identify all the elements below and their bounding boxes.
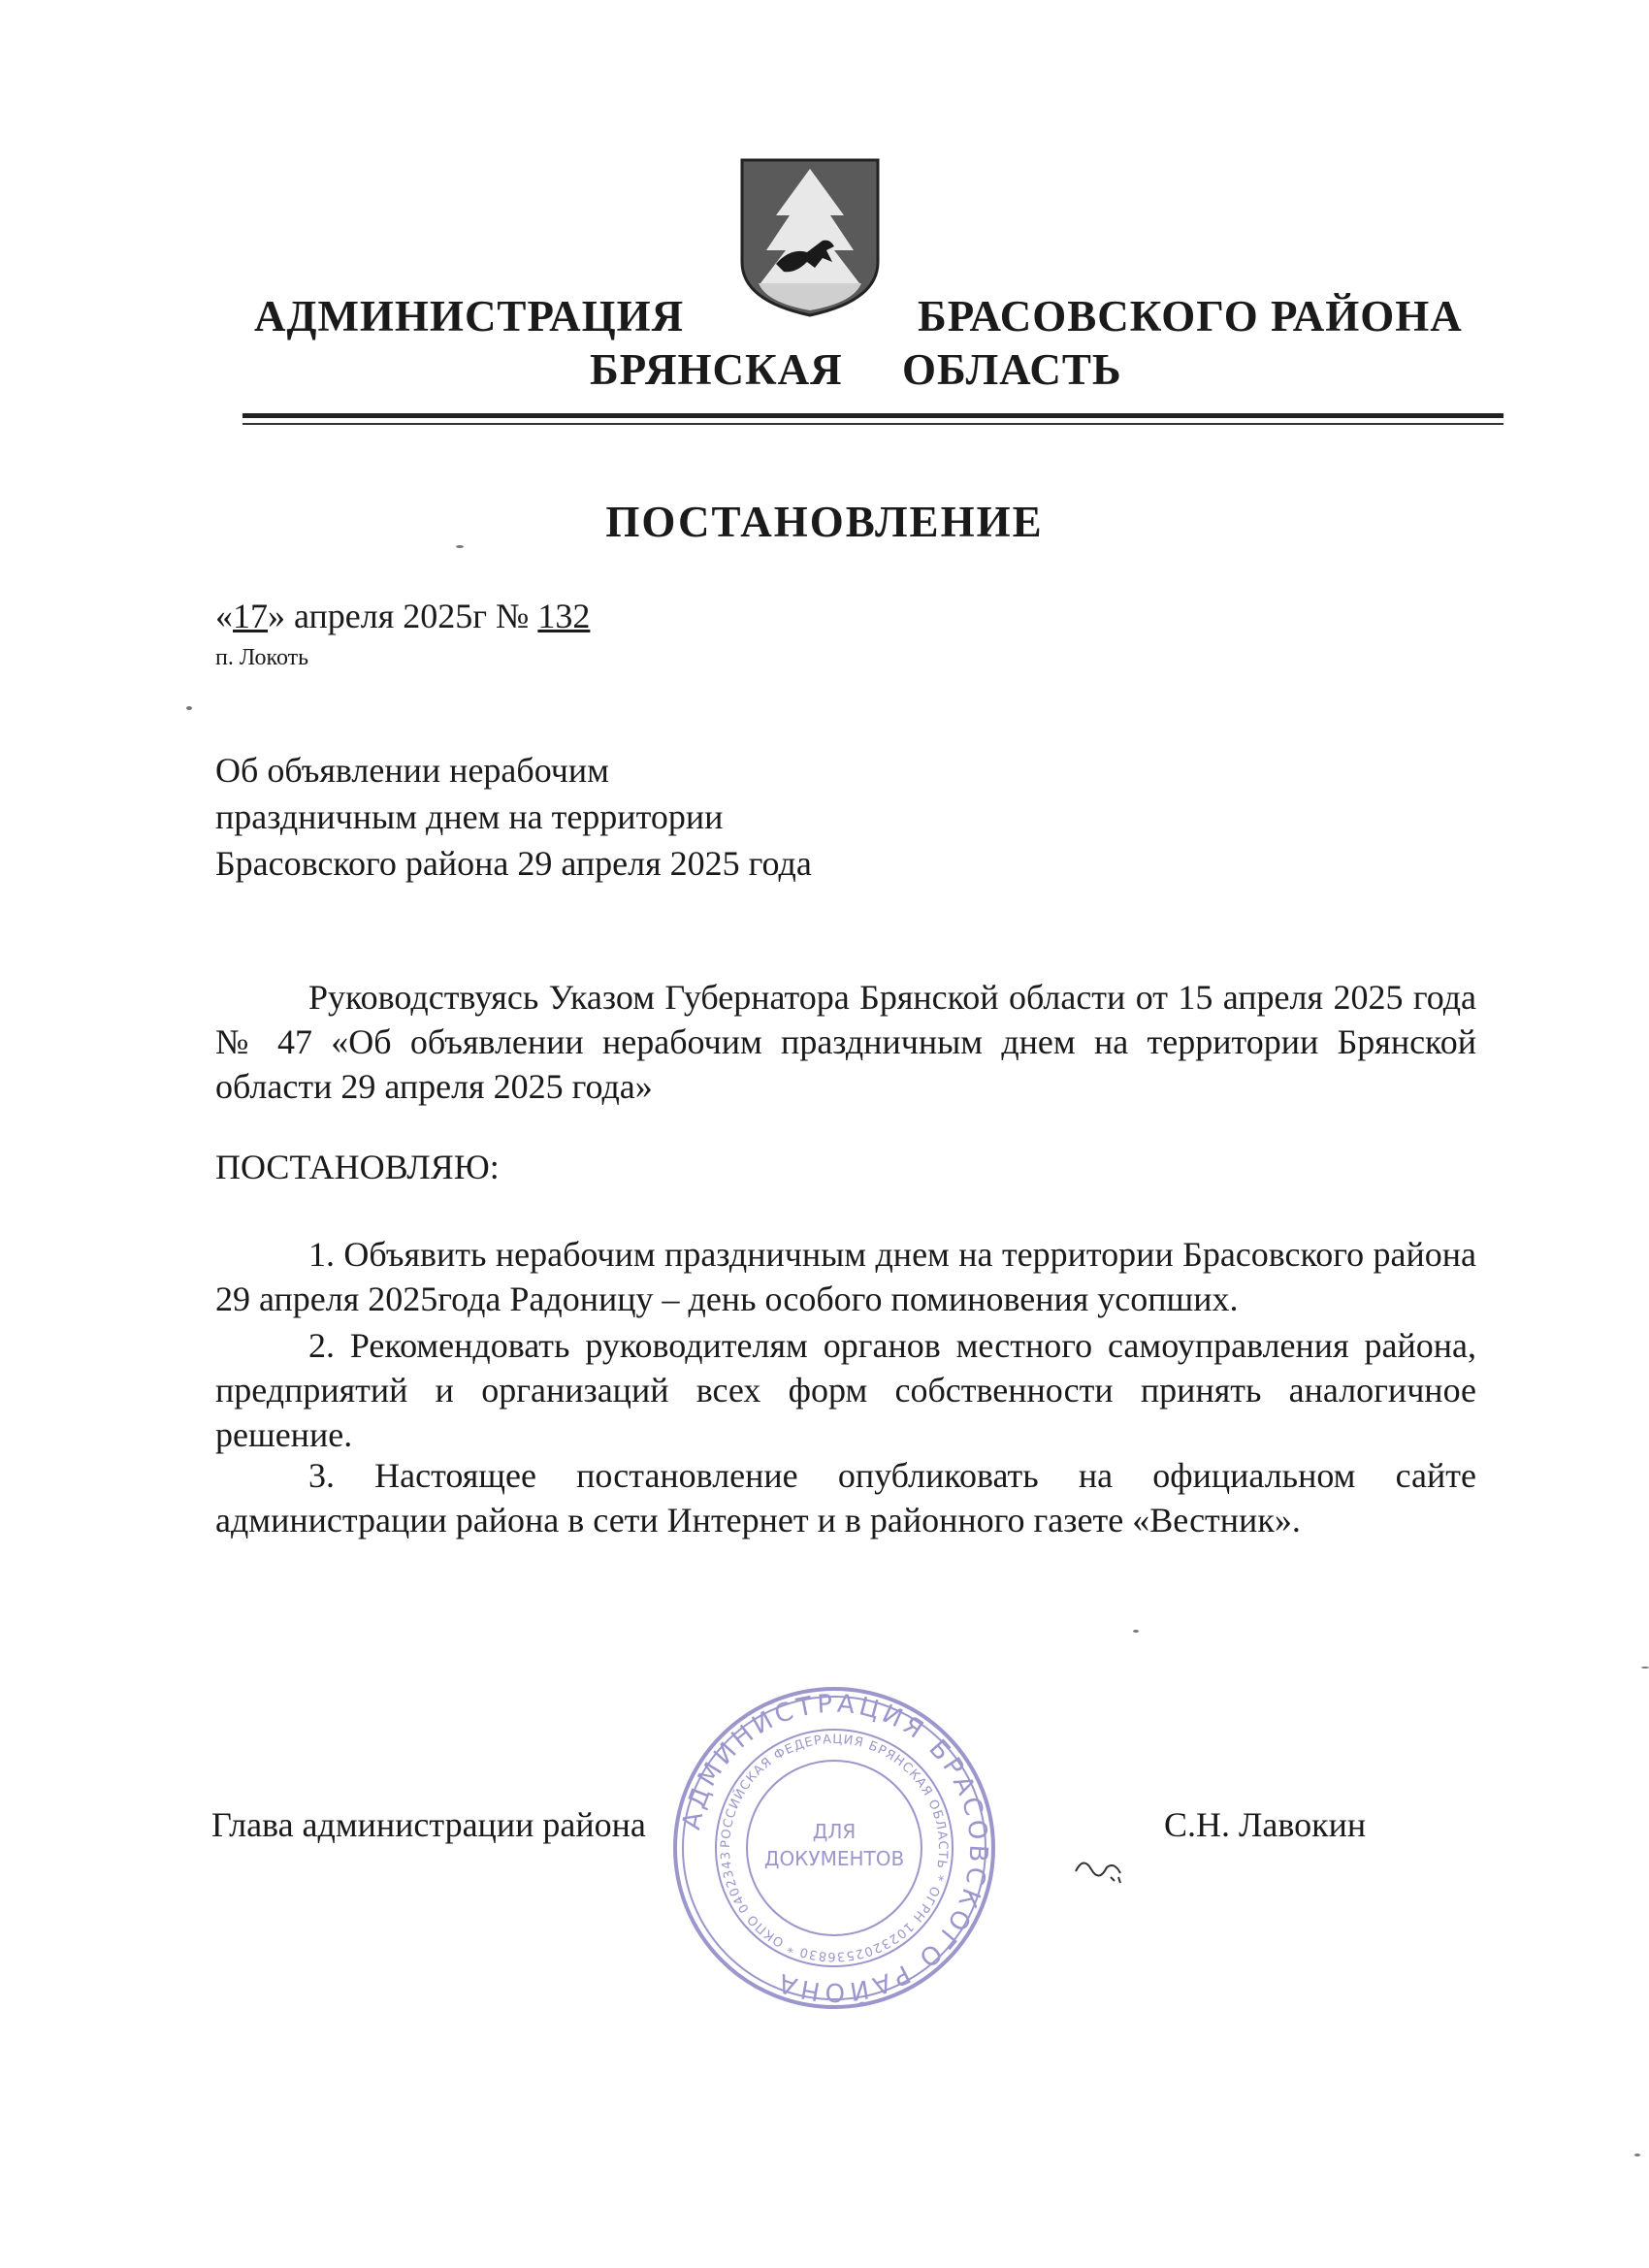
- subject-line: праздничным днем на территории: [215, 797, 724, 836]
- scan-speck: [1634, 2154, 1640, 2156]
- signature-icon: [1072, 1848, 1130, 1887]
- header-district: БРАСОВСКОГО РАЙОНА: [918, 292, 1463, 340]
- header-rule-thick: [242, 413, 1504, 418]
- preamble: Руководствуясь Указом Губернатора Брянской области от 15 апреля 2025 года № 47 «Об объявлении нерабочим праздничным днем на территории Брянской области 29 апреля 2025 года»: [215, 978, 1476, 1106]
- signatory-role: Глава администрации района: [211, 1805, 646, 1844]
- subject-line: Об объявлении нерабочим: [215, 751, 609, 790]
- date-number-line: [215, 596, 590, 636]
- date-day: 17: [233, 597, 268, 635]
- header-oblast: ОБЛАСТЬ: [902, 345, 1122, 394]
- scan-speck: [186, 706, 192, 710]
- subject-line: Брасовского района 29 апреля 2025 года: [215, 844, 812, 883]
- coat-of-arms-icon: [737, 155, 883, 318]
- scan-speck: [1133, 1630, 1139, 1633]
- date-month-year: » апреля 2025г №: [268, 597, 538, 635]
- seal-outer-text: АДМИНИСТРАЦИЯ БРАСОВСКОГО РАЙОНА: [677, 1689, 993, 2007]
- signatory-name: С.Н. Лавокин: [1164, 1805, 1367, 1844]
- seal-center-line2: ДОКУМЕНТОВ: [763, 1847, 905, 1870]
- subject-block: [215, 747, 812, 887]
- scan-speck: [456, 545, 464, 548]
- seal-center-line1: ДЛЯ: [812, 1820, 857, 1843]
- date-open: «: [215, 597, 233, 635]
- header-admin: АДМИНИСТРАЦИЯ: [254, 292, 685, 340]
- document-title: ПОСТАНОВЛЕНИЕ: [605, 498, 1044, 546]
- decree-item-1: 1. Объявить нерабочим праздничным днем на территории Брасовского района 29 апреля 2025года Радоницу – день особого поминовения усопших.: [215, 1235, 1476, 1318]
- official-seal: [669, 1683, 999, 2013]
- decree-word: ПОСТАНОВЛЯЮ:: [215, 1148, 500, 1186]
- decree-item-2: 2. Рекомендовать руководителям органов местного самоуправления района, предприятий и организаций всех форм собственности принять аналогичное решение.: [215, 1326, 1476, 1454]
- decree-item-3: 3. Настоящее постановление опубликовать на официальном сайте администрации района в сети Интернет и в районного газете «Вестник».: [215, 1456, 1476, 1539]
- header-region: БРЯНСКАЯ: [590, 345, 843, 394]
- header-rule-thin: [242, 423, 1504, 425]
- place: п. Локоть: [215, 645, 309, 670]
- seal-inner-text: РОССИЙСКАЯ ФЕДЕРАЦИЯ БРЯНСКАЯ ОБЛАСТЬ * ОГРН 1023202536830 * ОКПО 0402343: [718, 1732, 951, 1964]
- document-number: 132: [537, 597, 591, 635]
- scan-speck: [1641, 1667, 1649, 1669]
